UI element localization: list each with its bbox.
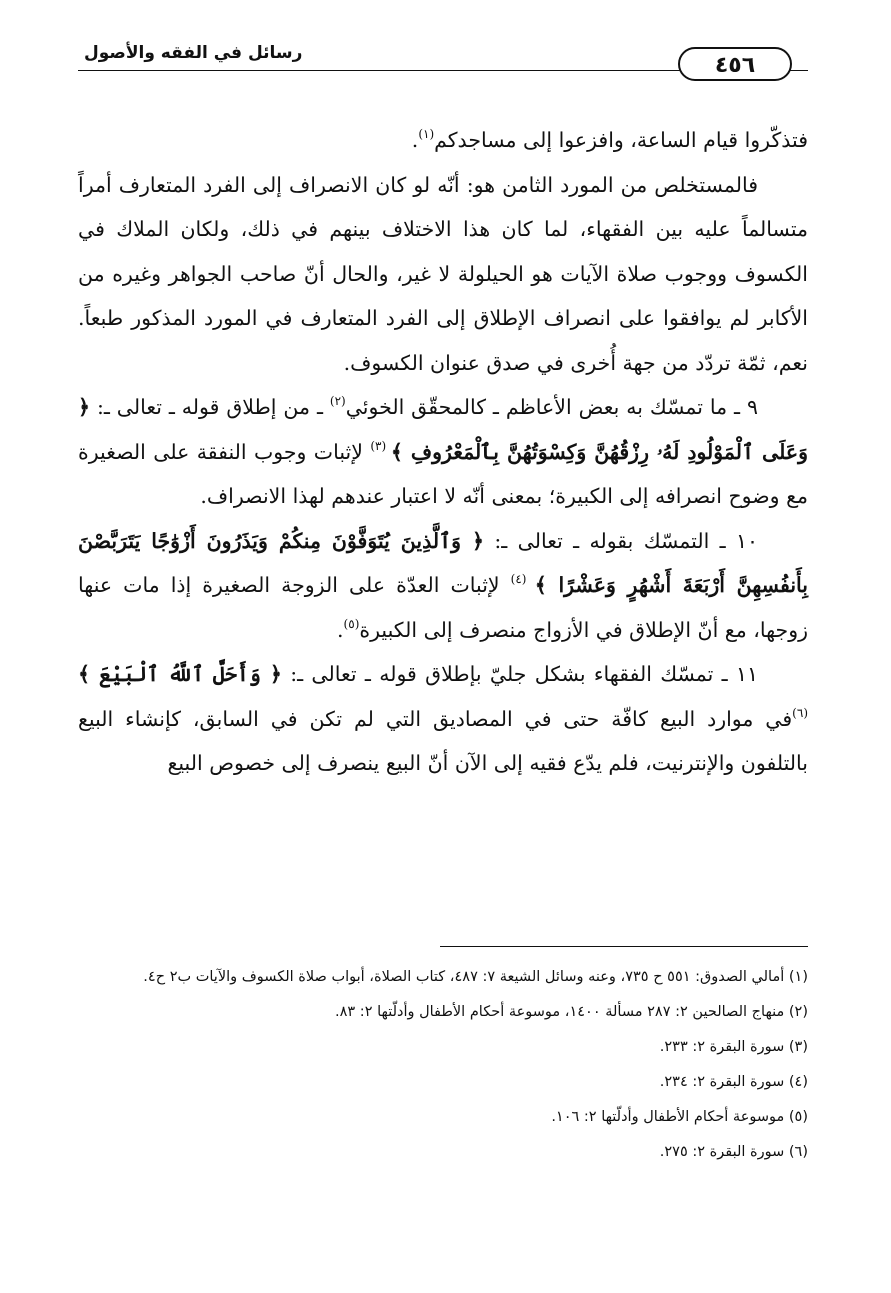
footnote-6: (٦) سورة البقرة ٢: ٢٧٥. xyxy=(659,1144,808,1160)
paragraph-2: فالمستخلص من المورد الثامن هو: أنّه لو كان الانصراف إلى الفرد المتعارف أمراً متسالماً عليه بين الفقهاء، لما كان هذا الاختلاف بينهم في ذلك، ولكان الملاك في الكسوف ووجوب صلاة الآيات هو الحيلولة لا غير، والحال أنّ صاحب الجواهر وغيره من الأكابر لم يوافقوا على انصراف الإطلاق إلى الفرد المتعارف في المورد المذكور طبعاً. نعم، ثمّة تردّد من جهة أُخرى في صدق عنوان الكسوف. xyxy=(78,172,808,375)
footnote-ref: (٥) xyxy=(343,616,360,631)
quran-verse: ﴿ وَأَحَلَّ ٱللَّهُ ٱلْبَيْعَ ﴾ xyxy=(78,662,282,686)
paragraph-text: فتذكّروا قيام الساعة، وافزعوا إلى مساجدكم xyxy=(434,128,808,152)
paragraph-text: ١١ ـ تمسّك الفقهاء بشكل جليّ بإطلاق قوله ـ تعالى ـ: xyxy=(281,662,758,686)
paragraph-1 xyxy=(78,118,808,163)
footnote-5: (٥) موسوعة أحكام الأطفال وأدلّتها ٢: ١٠٦. xyxy=(551,1109,808,1125)
footnote-separator xyxy=(440,946,808,947)
paragraph-text: . xyxy=(411,128,419,152)
paragraph-text: في موارد البيع كافّة حتى في المصاديق التي لم تكن في السابق، كإنشاء البيع بالتلفون والإنترنيت، فلم يدّع فقيه إلى الآن أنّ البيع ينصرف إلى خصوص البيع xyxy=(78,706,808,775)
page-header xyxy=(78,34,808,78)
footnote-1: (١) أمالي الصدوق: ٥٥١ ح ٧٣٥، وعنه وسائل الشيعة ٧: ٤٨٧، كتاب الصلاة، أبواب صلاة الكسوف والآيات ب٢ ح٤. xyxy=(143,969,808,985)
footnote-2: (٢) منهاج الصالحين ٢: ٢٨٧ مسألة ١٤٠٠، موسوعة أحكام الأطفال وأدلّتها ٢: ٨٣. xyxy=(335,1004,808,1020)
quran-verse: ﴿ وَعَلَى ٱلْمَوْلُودِ لَهُۥ رِزْقُهُنَّ وَكِسْوَتُهُنَّ بِٱلْمَعْرُوفِ ﴾ xyxy=(78,395,809,464)
footnote-4: (٤) سورة البقرة ٢: ٢٣٤. xyxy=(659,1074,808,1090)
page-number: ٤٥٦ xyxy=(678,47,792,81)
paragraph-text: ٩ ـ ما تمسّك به بعض الأعاظم ـ كالمحقّق الخوئي xyxy=(345,395,758,419)
running-title: رسائل في الفقه والأصول xyxy=(84,43,303,63)
footnote-3: (٣) سورة البقرة ٢: ٢٣٣. xyxy=(659,1039,808,1055)
footnote-ref: (٤) xyxy=(510,572,535,586)
footnote-ref: (٣) xyxy=(370,438,391,453)
paragraph-item-10 xyxy=(78,519,808,653)
paragraph-text: لإثبات العدّة على الزوجة الصغيرة إذا مات عنها زوجها، مع أنّ الإطلاق في الأزواج منصرف إلى الكبيرة xyxy=(78,573,808,642)
paragraph-item-11 xyxy=(78,652,808,786)
paragraph-item-9 xyxy=(78,385,808,519)
paragraph-text: ١٠ ـ التمسّك بقوله ـ تعالى ـ: xyxy=(484,528,758,553)
footnote-ref: (١) xyxy=(418,127,435,141)
paragraph-text: لإثبات وجوب النفقة على الصغيرة مع وضوح انصرافه إلى الكبيرة؛ بمعنى أنّه لا اعتبار عندهم لهذا الانصراف. xyxy=(78,439,808,508)
footnote-ref: (٦) xyxy=(792,705,808,720)
footnotes xyxy=(78,960,808,1170)
footnote-ref: (٢) xyxy=(329,394,346,408)
main-text xyxy=(78,118,808,786)
paragraph-text: . xyxy=(337,617,344,642)
paragraph-text: ـ من إطلاق قوله ـ تعالى ـ: xyxy=(90,395,330,419)
quran-verse: ﴿ وَٱلَّذِينَ يُتَوَفَّوْنَ مِنكُمْ وَيَذَرُونَ أَزْوَٰجًا يَتَرَبَّصْنَ بِأَنفُسِهِنَّ أَرْبَعَةَ أَشْهُرٍ وَعَشْرًا ﴾ xyxy=(78,528,808,597)
